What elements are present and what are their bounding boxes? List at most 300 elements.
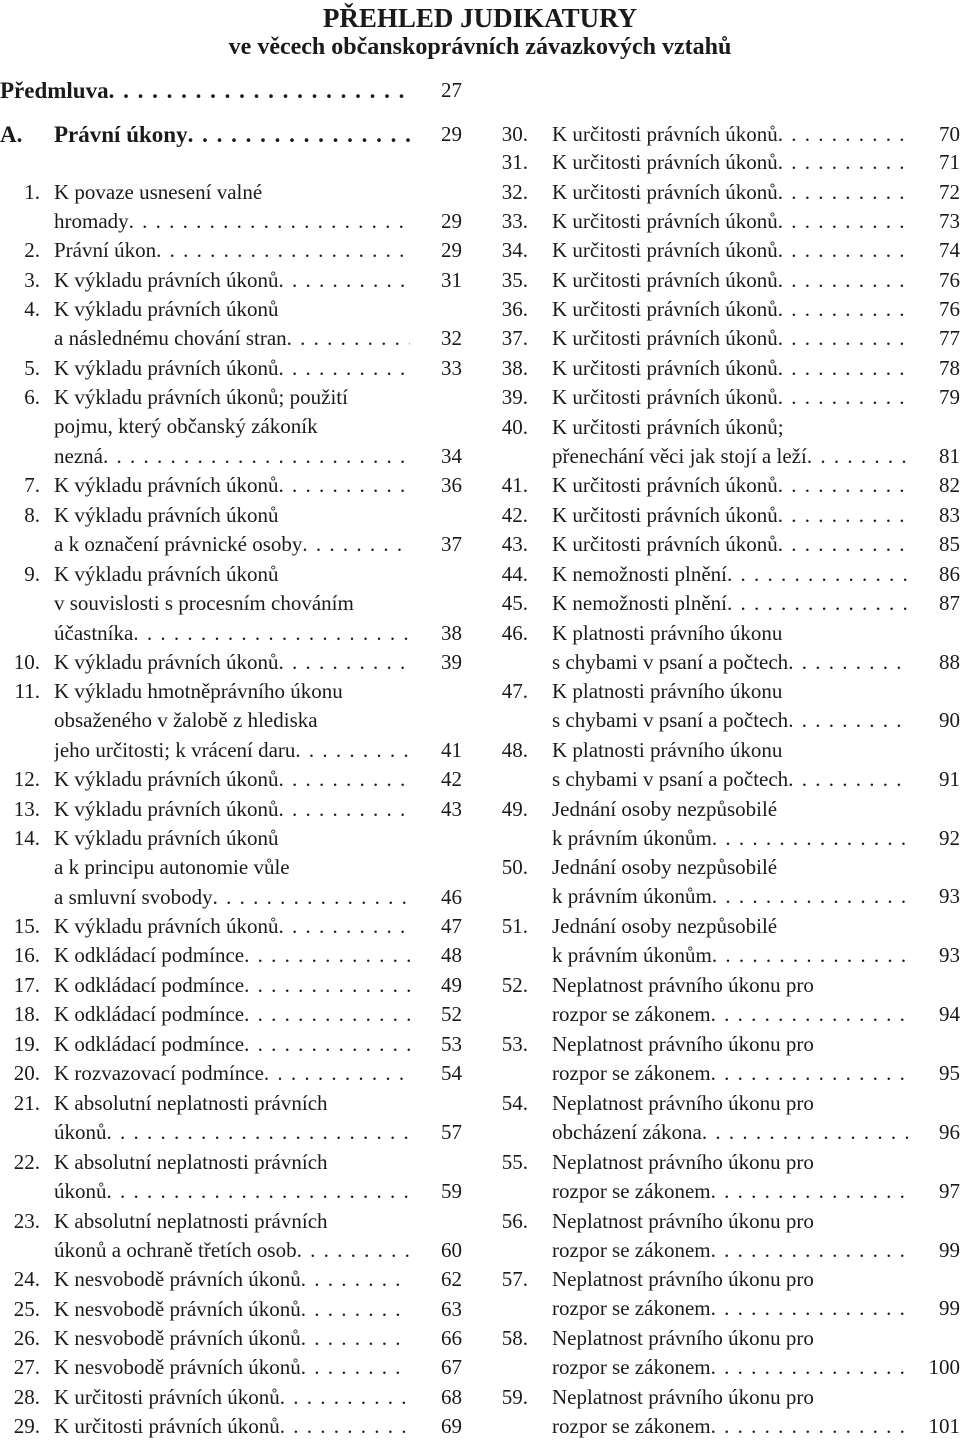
toc-entry-title: K nesvobodě právních úkonů: [54, 1267, 301, 1291]
toc-entry-line: [0, 619, 462, 648]
toc-entry-number: 33.: [501, 209, 528, 233]
toc-entry-title: úkonů: [54, 1120, 107, 1145]
toc-entry-title: K výkladu právních úkonů: [54, 914, 279, 938]
toc-page-number: 32: [441, 326, 462, 351]
toc-entry-line: [500, 1059, 960, 1088]
toc-entry-title: K výkladu právních úkonů: [54, 473, 279, 497]
toc-entry[interactable]: [0, 1383, 462, 1412]
dot-leader: [727, 589, 908, 618]
toc-entry[interactable]: [0, 1030, 462, 1059]
toc-entry[interactable]: [500, 236, 960, 265]
toc-page-number: 92: [939, 826, 960, 851]
dot-leader: [778, 471, 908, 500]
toc-page-number: 86: [939, 562, 960, 586]
toc-page-number: 39: [441, 650, 462, 674]
dot-leader: [778, 148, 908, 177]
toc-entry-title: Neplatnost právního úkonu pro: [552, 1150, 814, 1174]
toc-entry[interactable]: [500, 1089, 960, 1148]
toc-page-number: 31: [441, 268, 462, 292]
toc-entry[interactable]: [500, 530, 960, 559]
toc-entry[interactable]: [0, 795, 462, 824]
toc-entry-title: K výkladu právních úkonů: [54, 562, 279, 586]
toc-entry-line: [500, 413, 960, 442]
toc-entry-line: [500, 178, 960, 207]
toc-entry-number: 46.: [501, 621, 528, 645]
toc-entry-line: [0, 442, 462, 471]
toc-entry-title: K určitosti právních úkonů: [552, 356, 778, 380]
toc-entry-number: 13.: [13, 797, 40, 821]
toc-entry-line: [0, 501, 462, 530]
toc-entry[interactable]: [500, 354, 960, 383]
dot-leader: [301, 1295, 410, 1324]
toc-entry-number: 38.: [501, 356, 528, 380]
toc-entry[interactable]: [0, 1148, 462, 1207]
toc-entry-number: 48.: [501, 738, 528, 762]
toc-entry-title: K určitosti právních úkonů: [552, 385, 778, 409]
toc-page-number: 73: [939, 209, 960, 233]
toc-entry-line: [500, 501, 960, 530]
toc-entry-line: [0, 1383, 462, 1412]
toc-entry-title: K určitosti právních úkonů: [552, 297, 778, 321]
toc-entry[interactable]: [500, 795, 960, 854]
toc-entry-title: K určitosti právních úkonů: [552, 473, 778, 497]
toc-entry-line: [0, 236, 462, 265]
toc-entry[interactable]: [500, 1030, 960, 1089]
toc-entry-line: [500, 824, 960, 853]
toc-entry-line: [500, 1030, 960, 1059]
toc-entry-title: K určitosti právních úkonů: [552, 209, 778, 233]
toc-entry-title: Neplatnost právního úkonu pro: [552, 1326, 814, 1350]
toc-page-number: 47: [441, 914, 462, 938]
toc-entry[interactable]: [0, 1324, 462, 1353]
toc-page-number: 81: [939, 444, 960, 469]
toc-entry-line: [500, 1177, 960, 1206]
toc-entry-title: K výkladu právních úkonů: [54, 767, 279, 791]
toc-entry[interactable]: [0, 1265, 462, 1294]
dot-leader: [279, 765, 410, 794]
toc-entry-title: K výkladu právních úkonů: [54, 356, 279, 380]
toc-entry[interactable]: [500, 383, 960, 412]
toc-entry[interactable]: [0, 1412, 462, 1441]
toc-entry-number: 29.: [13, 1414, 40, 1438]
toc-entry-title: přenechání věci jak stojí a leží: [552, 444, 807, 469]
toc-entry-number: 35.: [501, 268, 528, 292]
toc-entry-line: [500, 1118, 960, 1147]
toc-entry-title: rozpor se zákonem: [552, 1296, 711, 1321]
dot-leader: [244, 971, 410, 1000]
toc-page-number: 97: [939, 1179, 960, 1204]
toc-entry-title: K nemožnosti plnění: [552, 591, 727, 615]
toc-entry[interactable]: [500, 912, 960, 971]
toc-entry[interactable]: [500, 1383, 960, 1442]
toc-entry-number: 14.: [13, 826, 40, 850]
toc-page-number: 29: [441, 209, 462, 234]
toc-entry[interactable]: [0, 677, 462, 765]
toc-entry-number: 57.: [501, 1267, 528, 1291]
dot-leader: [702, 1118, 908, 1147]
toc-entry-line: [500, 1148, 960, 1177]
toc-entry[interactable]: [500, 266, 960, 295]
toc-entry-number: 8.: [24, 503, 40, 527]
toc-entry-line: [0, 589, 462, 618]
toc-entry[interactable]: [500, 1148, 960, 1207]
toc-entry[interactable]: [0, 501, 462, 560]
toc-page-number: 43: [441, 797, 462, 821]
toc-entry[interactable]: [0, 1089, 462, 1148]
toc-entry-number: 3.: [24, 268, 40, 292]
toc-page-number: 34: [441, 443, 462, 468]
toc-page-number: 95: [939, 1061, 960, 1086]
toc-entry-title: rozpor se zákonem: [552, 1414, 711, 1439]
dot-leader: [297, 1236, 410, 1265]
toc-entry-title: a smluvní svobody: [54, 884, 213, 909]
dot-leader: [129, 207, 410, 236]
toc-entry-title: K určitosti právních úkonů: [552, 532, 778, 556]
toc-page-number: 48: [441, 943, 462, 967]
toc-entry[interactable]: [0, 648, 462, 677]
toc-page-number: 52: [441, 1002, 462, 1026]
dot-leader: [788, 706, 908, 735]
toc-page-number: 63: [441, 1297, 462, 1321]
toc-page-number: 54: [441, 1061, 462, 1085]
toc-entry-line: [0, 1265, 462, 1294]
dot-leader: [778, 501, 908, 530]
toc-entry-line: [0, 1089, 462, 1118]
toc-entry[interactable]: [0, 266, 462, 295]
toc-entry[interactable]: [0, 1059, 462, 1088]
toc-entry-title: rozpor se zákonem: [552, 1061, 711, 1086]
toc-entry-number: 19.: [13, 1032, 40, 1056]
toc-entry-line: [500, 1089, 960, 1118]
toc-entry-line: [500, 648, 960, 677]
toc-entry-line: [0, 677, 462, 706]
toc-entry-number: 21.: [13, 1091, 40, 1115]
toc-entry-title: a k označení právnické osoby: [54, 532, 303, 557]
toc-entry-title: K výkladu hmotněprávního úkonu: [54, 679, 343, 703]
toc-entry-title: Předmluva: [0, 78, 109, 103]
toc-page-number: 93: [939, 943, 960, 968]
toc-entry-title: K absolutní neplatnosti právních: [54, 1209, 328, 1233]
toc-entry-line: [0, 912, 462, 941]
toc-entry-number: 20.: [13, 1061, 40, 1085]
toc-page-number: 85: [939, 532, 960, 556]
toc-entry-line: [0, 1118, 462, 1147]
toc-entry[interactable]: [500, 501, 960, 530]
toc-entry[interactable]: [0, 912, 462, 941]
toc-entry-title: úkonů: [54, 1179, 107, 1204]
toc-page-number: 59: [441, 1179, 462, 1204]
toc-entry-line: [500, 677, 960, 706]
toc-entry-title: K výkladu právních úkonů; použití: [54, 385, 348, 409]
toc-entry[interactable]: [0, 1207, 462, 1266]
document-header: [0, 2, 960, 64]
toc-entry-title: Jednání osoby nezpůsobilé: [552, 914, 778, 938]
toc-entry-title: K odkládací podmínce: [54, 973, 245, 997]
toc-entry-line: [500, 589, 960, 618]
toc-page-number: 68: [441, 1385, 462, 1409]
toc-entry[interactable]: [0, 560, 462, 648]
toc-entry-title: K platnosti právního úkonu: [552, 738, 783, 762]
toc-entry-number: 17.: [13, 973, 40, 997]
toc-entry-title: Právní úkon: [54, 238, 157, 262]
toc-entry-line: [500, 383, 960, 412]
toc-entry-line: [0, 266, 462, 295]
toc-entry[interactable]: [0, 1353, 462, 1382]
toc-entry-number: 56.: [501, 1209, 528, 1233]
toc-entry[interactable]: [0, 824, 462, 912]
toc-entry-line: [500, 736, 960, 765]
toc-entry[interactable]: [0, 295, 462, 354]
toc-entry[interactable]: [500, 295, 960, 324]
toc-entry[interactable]: [0, 178, 462, 237]
dot-leader: [213, 883, 410, 912]
toc-entry-line: [0, 1324, 462, 1353]
toc-entry-title: a k principu autonomie vůle: [54, 855, 290, 880]
toc-entry-title: obcházení zákona: [552, 1120, 702, 1145]
dot-leader: [103, 442, 410, 471]
toc-entry[interactable]: [500, 589, 960, 618]
toc-entry[interactable]: [0, 76, 462, 105]
toc-page-number: 88: [939, 650, 960, 675]
toc-entry-line: [0, 207, 462, 236]
toc-page-number: 90: [939, 708, 960, 733]
toc-entry-number: 1.: [24, 180, 40, 204]
toc-entry-title: k právním úkonům: [552, 884, 712, 909]
toc-entry-line: [500, 706, 960, 735]
dot-leader: [778, 236, 908, 265]
toc-entry-number: 44.: [501, 562, 528, 586]
toc-entry-line: [500, 912, 960, 941]
toc-entry-number: 30.: [501, 122, 528, 146]
toc-entry[interactable]: [0, 354, 462, 383]
toc-entry-line: [0, 1295, 462, 1324]
toc-entry-number: 23.: [13, 1209, 40, 1233]
toc-entry-line: [0, 1353, 462, 1382]
toc-entry[interactable]: [0, 120, 462, 149]
toc-entry-title: Právní úkony: [54, 122, 188, 147]
toc-entry-title: úkonů a ochraně třetích osob: [54, 1238, 297, 1263]
toc-entry-number: 2.: [24, 238, 40, 262]
dot-leader: [109, 76, 410, 105]
toc-entry[interactable]: [500, 736, 960, 795]
toc-entry-line: [0, 1030, 462, 1059]
toc-entry-title: nezná: [54, 443, 103, 468]
toc-entry[interactable]: [0, 236, 462, 265]
toc-entry-line: [0, 412, 462, 441]
toc-entry[interactable]: [500, 971, 960, 1030]
toc-entry-line: [0, 1000, 462, 1029]
toc-page-number: 38: [441, 620, 462, 645]
toc-entry-line: [0, 883, 462, 912]
toc-entry-line: [500, 354, 960, 383]
toc-entry[interactable]: [0, 383, 462, 471]
toc-page-number: 74: [939, 238, 960, 262]
toc-entry-title: K nesvobodě právních úkonů: [54, 1326, 301, 1350]
toc-entry-title: K určitosti právních úkonů: [552, 238, 778, 262]
toc-entry[interactable]: [500, 1324, 960, 1383]
toc-entry-number: 7.: [24, 473, 40, 497]
toc-entry-title: Neplatnost právního úkonu pro: [552, 1091, 814, 1115]
toc-entry-line: [0, 1177, 462, 1206]
toc-entry-number: 58.: [501, 1326, 528, 1350]
toc-entry[interactable]: [500, 207, 960, 236]
toc-entry[interactable]: [500, 120, 960, 149]
dot-leader: [778, 324, 908, 353]
toc-entry-number: 42.: [501, 503, 528, 527]
toc-entry[interactable]: [500, 471, 960, 500]
dot-leader: [788, 765, 908, 794]
toc-entry-line: [500, 882, 960, 911]
toc-page-number: 29: [441, 238, 462, 262]
toc-entry-line: [500, 471, 960, 500]
toc-entry-title: Neplatnost právního úkonu pro: [552, 1032, 814, 1056]
toc-page-number: 101: [928, 1414, 960, 1439]
toc-entry-title: K nemožnosti plnění: [552, 562, 727, 586]
dot-leader: [711, 1236, 908, 1265]
toc-entry-title: K určitosti právních úkonů: [54, 1414, 280, 1438]
toc-entry-number: 51.: [501, 914, 528, 938]
toc-page-number: 99: [939, 1238, 960, 1263]
toc-entry-number: 41.: [501, 473, 528, 497]
toc-entry-line: [500, 1353, 960, 1382]
toc-entry-line: [0, 530, 462, 559]
toc-entry-line: [0, 736, 462, 765]
toc-entry[interactable]: [0, 1000, 462, 1029]
dot-leader: [107, 1177, 411, 1206]
toc-entry[interactable]: [0, 765, 462, 794]
toc-page-number: 82: [939, 473, 960, 497]
toc-page-number: 72: [939, 180, 960, 204]
toc-entry-number: 5.: [24, 356, 40, 380]
dot-leader: [727, 560, 908, 589]
toc-entry-number: 26.: [13, 1326, 40, 1350]
toc-entry-title: K výkladu právních úkonů: [54, 650, 279, 674]
toc-entry-title: K určitosti právních úkonů: [552, 503, 778, 527]
toc-entry-title: Jednání osoby nezpůsobilé: [552, 797, 778, 821]
toc-entry-number: 54.: [501, 1091, 528, 1115]
toc-entry-title: K výkladu právních úkonů: [54, 826, 279, 850]
toc-entry-title: pojmu, který občanský zákoník: [54, 414, 318, 439]
toc-entry-line: [0, 706, 462, 735]
toc-entry-number: 39.: [501, 385, 528, 409]
toc-entry-line: [0, 853, 462, 882]
toc-entry-line: [500, 1412, 960, 1441]
toc-entry-title: K povaze usnesení valné: [54, 180, 263, 204]
toc-entry[interactable]: [0, 971, 462, 1000]
toc-entry-number: 18.: [13, 1002, 40, 1026]
dot-leader: [778, 295, 908, 324]
toc-entry[interactable]: [0, 471, 462, 500]
toc-entry-title: rozpor se zákonem: [552, 1355, 711, 1380]
dot-leader: [279, 471, 410, 500]
toc-entry[interactable]: [500, 413, 960, 472]
toc-entry-line: [500, 1383, 960, 1412]
toc-entry-line: [0, 76, 462, 105]
toc-page-number: 91: [939, 767, 960, 792]
toc-entry-number: 43.: [501, 532, 528, 556]
toc-page-number: 93: [939, 884, 960, 909]
toc-entry[interactable]: [500, 853, 960, 912]
toc-entry[interactable]: [500, 178, 960, 207]
toc-entry[interactable]: [0, 1295, 462, 1324]
toc-entry-number: 22.: [13, 1150, 40, 1174]
toc-page-number: 99: [939, 1296, 960, 1321]
dot-leader: [712, 941, 908, 970]
toc-page-number: 46: [441, 884, 462, 909]
toc-entry-title: K odkládací podmínce: [54, 1002, 245, 1026]
dot-leader: [301, 1353, 410, 1382]
toc-entry-title: K určitosti právních úkonů;: [552, 415, 784, 439]
toc-entry-line: [500, 1236, 960, 1265]
toc-entry[interactable]: [500, 324, 960, 353]
toc-entry-title: K určitosti právních úkonů: [552, 268, 778, 292]
dot-leader: [107, 1118, 411, 1147]
toc-entry[interactable]: [500, 619, 960, 678]
toc-entry[interactable]: [500, 1265, 960, 1324]
toc-entry-title: K určitosti právních úkonů: [552, 180, 778, 204]
toc-page-number: 79: [939, 385, 960, 409]
toc-page-number: 77: [939, 326, 960, 350]
dot-leader: [807, 442, 908, 471]
toc-entry-title: účastníka: [54, 620, 134, 645]
dot-leader: [712, 882, 908, 911]
dot-leader: [778, 383, 908, 412]
dot-leader: [711, 1059, 908, 1088]
toc-page-number: 42: [441, 767, 462, 791]
toc-entry-number: 52.: [501, 973, 528, 997]
toc-entry-line: [0, 1412, 462, 1441]
toc-entry-number: 6.: [24, 385, 40, 409]
toc-entry[interactable]: [500, 1207, 960, 1266]
toc-page-number: 36: [441, 473, 462, 497]
toc-page-number: 29: [441, 122, 462, 146]
toc-entry-line: [500, 853, 960, 882]
toc-entry-number: 4.: [24, 297, 40, 321]
toc-page-number: 87: [939, 591, 960, 615]
toc-page-number: 69: [441, 1414, 462, 1438]
toc-entry-line: [0, 795, 462, 824]
dot-leader: [280, 1383, 410, 1412]
toc-entry-title: rozpor se zákonem: [552, 1002, 711, 1027]
toc-page-number: 76: [939, 297, 960, 321]
toc-entry-line: [500, 236, 960, 265]
toc-page-number: 71: [939, 150, 960, 174]
toc-entry-title: Neplatnost právního úkonu pro: [552, 1267, 814, 1291]
toc-page-number: 41: [441, 737, 462, 762]
dot-leader: [302, 530, 410, 559]
toc-page-number: 62: [441, 1267, 462, 1291]
toc-entry[interactable]: [0, 941, 462, 970]
toc-entry[interactable]: [500, 677, 960, 736]
toc-entry-number: 9.: [24, 562, 40, 586]
dot-leader: [279, 912, 410, 941]
toc-entry-line: [500, 530, 960, 559]
toc-entry-title: s chybami v psaní a počtech: [552, 708, 789, 733]
toc-entry-title: rozpor se zákonem: [552, 1179, 711, 1204]
toc-entry[interactable]: [500, 148, 960, 177]
dot-leader: [264, 1059, 410, 1088]
dot-leader: [279, 354, 410, 383]
toc-entry-line: [0, 648, 462, 677]
toc-entry-number: 11.: [14, 679, 40, 703]
dot-leader: [279, 795, 410, 824]
toc-entry-line: [500, 971, 960, 1000]
toc-page-number: 53: [441, 1032, 462, 1056]
toc-entry[interactable]: [500, 560, 960, 589]
toc-entry-number: 12.: [13, 767, 40, 791]
toc-page-number: 49: [441, 973, 462, 997]
toc-entry-number: 37.: [501, 326, 528, 350]
